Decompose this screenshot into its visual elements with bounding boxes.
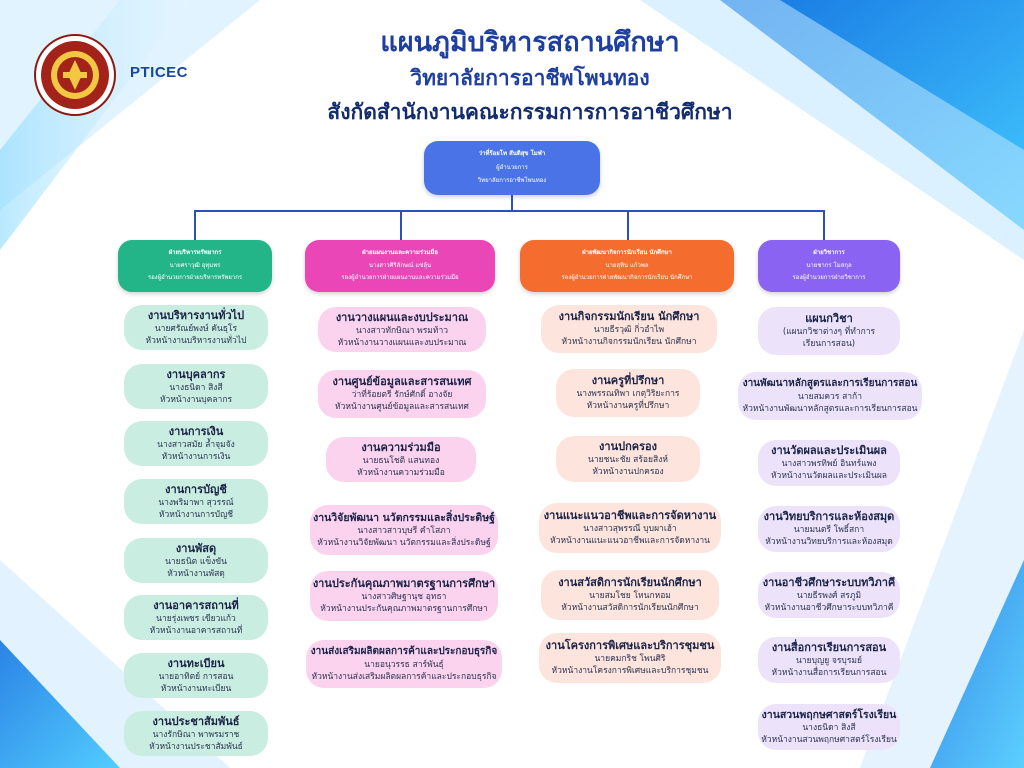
unit-person: นางพรรณทิพา เกตุวิริยะการ	[576, 389, 680, 399]
unit-person: นางพริมาพา สุวรรณ์	[158, 497, 234, 508]
unit-person: นายศรัณย์พงษ์ คันธุโร	[154, 323, 238, 334]
unit-card	[124, 421, 268, 466]
unit-role: หัวหน้างานสวัสดิการนักเรียนนักศึกษา	[561, 603, 699, 613]
unit-title: งานโครงการพิเศษและบริการชุมชน	[545, 639, 715, 652]
division-head-name: นางสาวศิริลักษณ์ แซ่ลุ้น	[368, 262, 432, 269]
unit-person: นางรักษิณา พาพรมราช	[152, 729, 240, 740]
college-name: วิทยาลัยการอาชีพโพนทอง	[410, 66, 650, 90]
connector-drop-student	[627, 210, 629, 240]
unit-card	[758, 506, 900, 552]
unit-card	[124, 364, 268, 409]
director-org: วิทยาลัยการอาชีพโพนทอง	[477, 177, 547, 184]
unit-card	[539, 503, 721, 553]
unit-title: งานกิจกรรมนักเรียน นักศึกษา	[558, 310, 700, 323]
unit-role: หัวหน้างานความร่วมมือ	[357, 467, 445, 478]
unit-card	[124, 595, 268, 640]
unit-person: นางสาวสาวบุษรี คำโสภา	[357, 526, 451, 536]
division-head-name: นายศราวุฒิ อุทุมพร	[169, 262, 221, 269]
unit-card	[306, 640, 502, 688]
unit-role: หัวหน้างานวางแผนและงบประมาณ	[337, 337, 467, 348]
unit-title: งานบริหารงานทั่วไป	[147, 308, 245, 322]
connector-drop-academic	[823, 210, 825, 240]
unit-card	[541, 570, 719, 620]
unit-title: งานประชาสัมพันธ์	[152, 714, 240, 728]
college-seal-icon	[34, 34, 116, 116]
unit-title: งานพัสดุ	[175, 541, 217, 555]
connector-vertical-director	[511, 195, 513, 211]
division-academic	[758, 240, 900, 292]
unit-person: นายธนิต แข็งขัน	[165, 556, 227, 567]
unit-person: นายคมกริช โพนศิริ	[594, 654, 666, 664]
division-head-name: นายสุทิน แก้วพล	[605, 262, 649, 269]
unit-role: หัวหน้างานสวนพฤกษศาสตร์โรงเรียน	[761, 735, 897, 745]
unit-card	[539, 633, 721, 683]
director-role: ผู้อำนวยการ	[496, 164, 528, 171]
division-title: ฝ่ายวิชาการ	[813, 249, 845, 256]
unit-person: นายชนะชัย สร้อยสิงห์	[588, 455, 668, 465]
unit-card	[124, 711, 268, 756]
unit-title: งานแนะแนวอาชีพและการจัดหางาน	[543, 509, 717, 522]
division-title: ฝ่ายแผนงานและความร่วมมือ	[362, 249, 438, 256]
unit-title: งานอาชีวศึกษาระบบทวิภาคี	[762, 576, 896, 589]
unit-role: หัวหน้างานบุคลากร	[159, 394, 233, 405]
unit-role: หัวหน้างานวิทยบริการและห้องสมุด	[765, 537, 893, 547]
unit-title: งานสื่อการเรียนการสอน	[771, 641, 887, 654]
unit-person: นายธนโชติ แสนทอง	[362, 455, 440, 466]
unit-role: หัวหน้างานพัสดุ	[167, 568, 225, 579]
unit-person: นายมนตรี โพธิ์สกา	[793, 525, 865, 535]
unit-title: งานครูที่ปรึกษา	[591, 374, 665, 387]
unit-person: นางสาวทักษิณา พรมท้าว	[355, 325, 449, 336]
division-head-role: รองผู้อำนวยการฝ่ายบริหารทรัพยากร	[147, 274, 243, 281]
unit-role: หัวหน้างานทะเบียน	[160, 683, 232, 694]
unit-role: หัวหน้างานอาคารสถานที่	[149, 625, 243, 636]
unit-card	[541, 305, 717, 353]
unit-card	[758, 704, 900, 750]
unit-card	[310, 571, 498, 621]
unit-title: งานทะเบียน	[167, 656, 225, 670]
unit-person: นายอนุวรรธ สาร์พันธุ์	[364, 660, 444, 670]
director-box	[424, 141, 600, 195]
unit-title: งานประกันคุณภาพมาตรฐานการศึกษา	[312, 577, 496, 590]
unit-card	[124, 479, 268, 524]
unit-card	[758, 307, 900, 355]
unit-card	[758, 572, 900, 618]
unit-person: นายธีรพงศ์ สรภูมิ	[796, 591, 862, 601]
unit-title: งานพัฒนาหลักสูตรและการเรียนการสอน	[742, 378, 918, 389]
unit-title: งานบุคลากร	[166, 367, 226, 381]
unit-title: งานวัดผลและประเมินผล	[771, 444, 887, 457]
unit-role: หัวหน้างานกิจกรรมนักเรียน นักศึกษา	[561, 337, 697, 347]
unit-title: งานศูนย์ข้อมูลและสารสนเทศ	[332, 375, 472, 388]
division-head-role: รองผู้อำนวยการฝ่ายแผนงานและความร่วมมือ	[341, 274, 459, 281]
unit-role: หัวหน้างานการบัญชี	[158, 509, 234, 520]
unit-person: นายสมควร สาก้า	[798, 392, 862, 402]
unit-title: งานวิจัยพัฒนา นวัตกรรมและสิ่งประดิษฐ์	[313, 512, 495, 524]
unit-role: หัวหน้างานปกครอง	[592, 467, 664, 477]
unit-person: นางธนิดา สิงสี	[169, 382, 223, 393]
unit-card	[124, 305, 268, 350]
unit-person: นายสมโชย โหนกหอม	[589, 591, 671, 601]
unit-title: งานการเงิน	[168, 424, 224, 438]
unit-title: งานสวัสดิการนักเรียนนักศึกษา	[558, 576, 702, 589]
unit-title: แผนกวิชา	[805, 312, 853, 325]
unit-card	[758, 440, 900, 486]
unit-person: นายธีรวุฒิ กิ่วอำไพ	[593, 325, 665, 335]
unit-card	[758, 637, 900, 683]
unit-role: เรียนการสอน)	[802, 339, 856, 349]
unit-card	[556, 436, 700, 482]
unit-title: งานปกครอง	[599, 440, 657, 453]
unit-person: นายอาทิตย์ การสอน	[158, 671, 234, 682]
unit-person: นางธนิดา สิงสี	[802, 723, 856, 733]
division-head-name: นายชากร โมสกุล	[806, 262, 852, 269]
connector-horizontal	[194, 210, 825, 212]
unit-person: นางสาวสุพรรณี บุบผาเฮ้า	[583, 524, 677, 534]
unit-role: หัวหน้างานศูนย์ข้อมูลและสารสนเทศ	[335, 402, 469, 412]
unit-role: หัวหน้างานส่งเสริมผลิตผลการค้าและประกอบธุรกิจ	[311, 672, 497, 682]
unit-title: งานวิทยบริการและห้องสมุด	[763, 510, 895, 523]
unit-person: ว่าที่ร้อยตรี รักษ์ศักดิ์ อางจัย	[351, 390, 453, 400]
division-resources	[118, 240, 272, 292]
unit-role: หัวหน้างานพัฒนาหลักสูตรและการเรียนการสอน	[742, 404, 918, 414]
unit-role: หัวหน้างานสื่อการเรียนการสอน	[771, 668, 887, 678]
unit-role: หัวหน้างานวัดผลและประเมินผล	[770, 471, 888, 481]
unit-person: นายรุ่งเพชร เขียวแก้ว	[156, 613, 236, 624]
unit-person: (แผนกวิชาต่างๆ ที่ทำการ	[782, 327, 876, 337]
unit-role: หัวหน้างานครูที่ปรึกษา	[586, 401, 670, 411]
unit-role: หัวหน้างานวิจัยพัฒนา นวัตกรรมและสิ่งประดิษฐ์	[317, 538, 491, 548]
unit-role: หัวหน้างานการเงิน	[161, 451, 231, 462]
unit-person: นางสาวสมัย ล้ำจุมจัง	[157, 439, 235, 450]
unit-role: หัวหน้างานแนะแนวอาชีพและการจัดหางาน	[550, 536, 710, 546]
unit-role: หัวหน้างานบริหารงานทั่วไป	[145, 335, 247, 346]
unit-card	[124, 538, 268, 583]
unit-role: หัวหน้างานประกันคุณภาพมาตรฐานการศึกษา	[320, 604, 488, 614]
unit-card	[318, 370, 486, 418]
unit-card	[326, 437, 476, 482]
unit-person: นางสาวศิษฐานุช อุทธา	[361, 592, 447, 602]
unit-role: หัวหน้างานอาชีวศึกษาระบบทวิภาคี	[764, 603, 894, 613]
unit-title: งานสวนพฤกษศาสตร์โรงเรียน	[761, 709, 897, 721]
page-title: แผนภูมิบริหารสถานศึกษา	[380, 27, 680, 58]
unit-title: งานความร่วมมือ	[361, 440, 441, 454]
division-title: ฝ่ายบริหารทรัพยากร	[168, 249, 222, 256]
unit-role: หัวหน้างานประชาสัมพันธ์	[149, 741, 243, 752]
connector-drop-planning	[400, 210, 402, 240]
connector-drop-resources	[194, 210, 196, 240]
division-head-role: รองผู้อำนวยการฝ่ายวิชาการ	[792, 274, 866, 281]
unit-card	[738, 372, 922, 420]
unit-title: งานส่งเสริมผลิตผลการค้าและประกอบธุรกิจ	[310, 646, 498, 657]
affiliation: สังกัดสำนักงานคณะกรรมการการอาชีวศึกษา	[327, 100, 733, 124]
division-title: ฝ่ายพัฒนากิจการนักเรียน นักศึกษา	[582, 249, 672, 256]
unit-title: งานการบัญชี	[165, 482, 227, 496]
unit-card	[124, 653, 268, 698]
unit-title: งานอาคารสถานที่	[153, 598, 239, 612]
division-head-role: รองผู้อำนวยการฝ่ายพัฒนากิจการนักเรียน นักศึกษา	[561, 274, 693, 281]
unit-person: นายบุญยู จรบุรมย์	[796, 656, 862, 666]
unit-title: งานวางแผนและงบประมาณ	[335, 310, 469, 324]
unit-person: นางสาวพรทิพย์ อินทร์แพง	[781, 459, 877, 469]
division-planning	[305, 240, 495, 292]
director-name: ว่าที่ร้อยโท สันติสุข โมฬา	[478, 150, 546, 157]
unit-card	[310, 505, 498, 555]
division-student-affairs	[520, 240, 734, 292]
brand-name: PTICEC	[130, 64, 189, 81]
unit-card	[318, 307, 486, 352]
unit-card	[556, 369, 700, 417]
unit-role: หัวหน้างานโครงการพิเศษและบริการชุมชน	[551, 666, 709, 676]
